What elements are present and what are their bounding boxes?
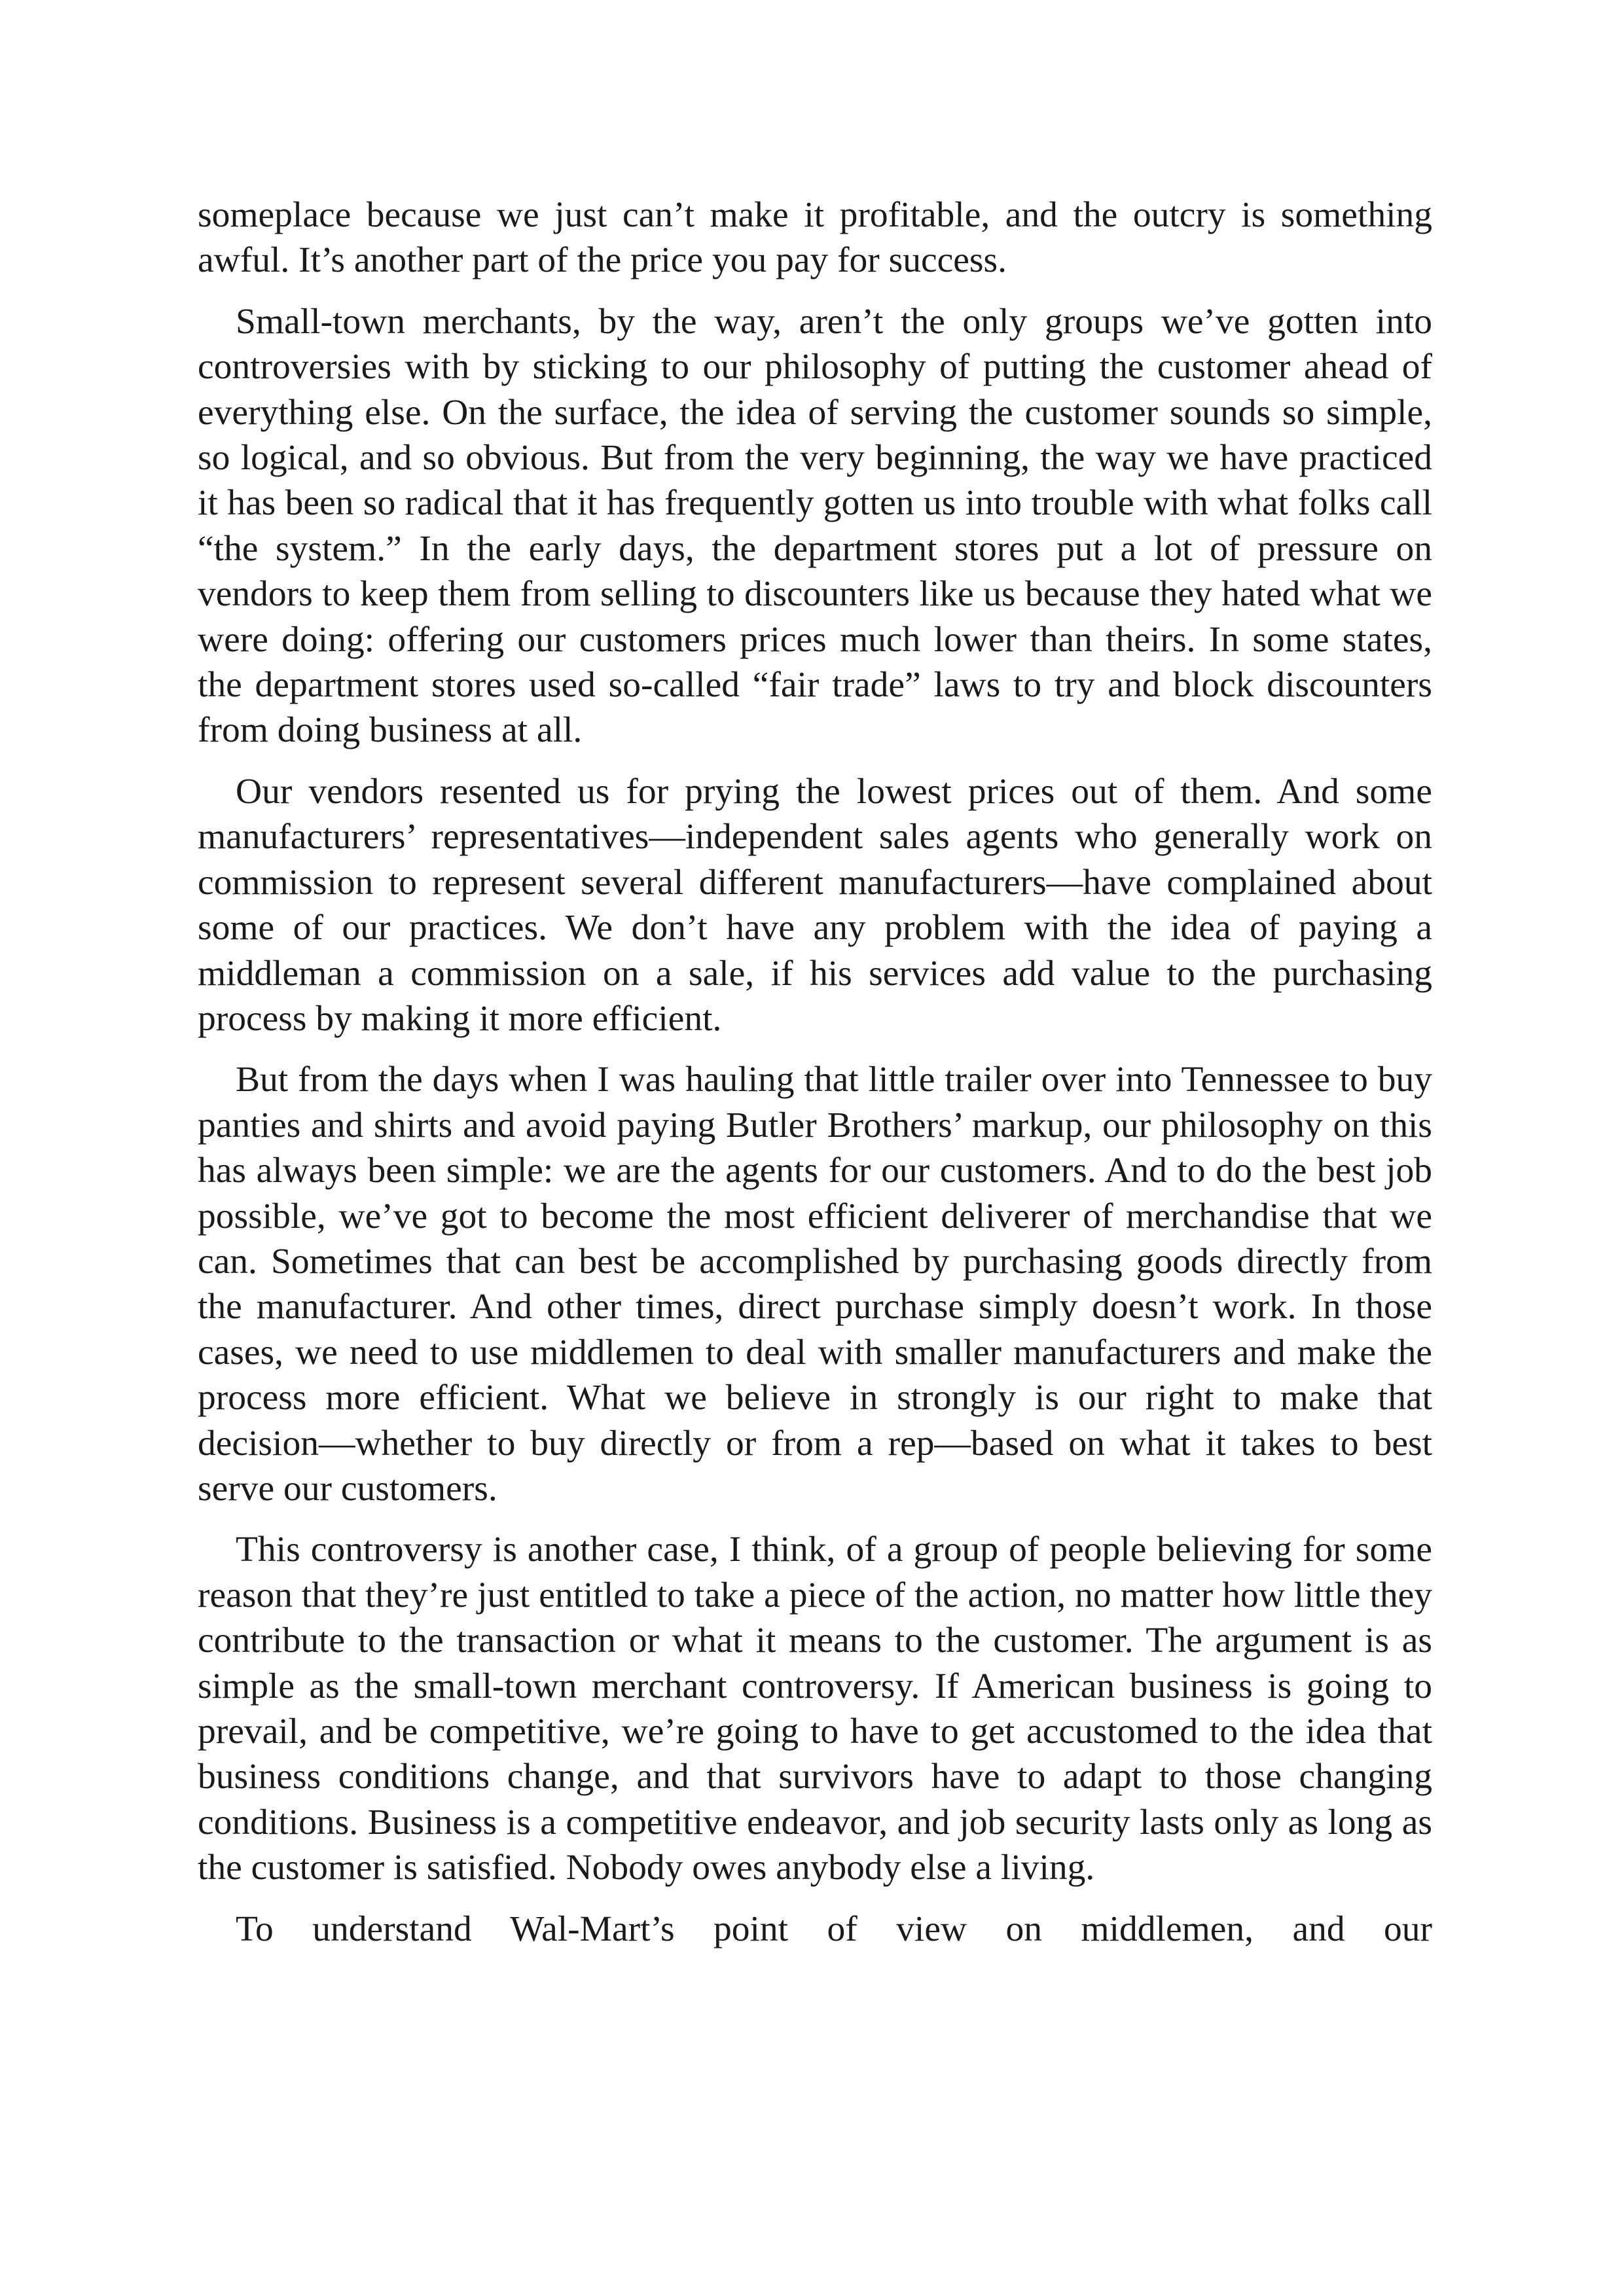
paragraph-2: Small-town merchants, by the way, aren’t the only groups we’ve gotten into controversies with by sticking to our philosophy of putting the customer ahead of everything else. On the surface, the idea of serving the customer sounds so simple, so logical, and so obvious. But from the very beginning, the way we have practiced it has been so radical that it has frequently gotten us into trouble with what folks call “the system.” In the early days, the department stores put a lot of pressure on vendors to keep them from selling to discounters like us because they hated what we were doing: offering our customers prices much lower than theirs. In some states, the department stores used so-called “fair trade” laws to try and block discounters from doing business at all. (198, 301, 1432, 751)
paragraph-1: someplace because we just can’t make it profitable, and the outcry is something awful. It’s another part of the price you pay for success. (198, 195, 1432, 281)
paragraph-3: Our vendors resented us for prying the lowest prices out of them. And some manufacturers’ representatives—independent sales agents who generally work on commission to represent several different manufacturers—have complained about some of our practices. We don’t have any problem with the idea of paying a middleman a commission on a sale, if his services add value to the purchasing process by making it more efficient. (198, 771, 1432, 1039)
paragraph-6: To understand Wal-Mart’s point of view on middlemen, and our (236, 1909, 1432, 1949)
paragraph-4: But from the days when I was hauling that little trailer over into Tennessee to buy panties and shirts and avoid paying Butler Brothers’ markup, our philosophy on this has always been simple: we are the agents for our customers. And to do the best job possible, we’ve got to become the most efficient deliverer of merchandise that we can. Sometimes that can best be accomplished by purchasing goods directly from the manufacturer. And other times, direct purchase simply doesn’t work. In those cases, we need to use middlemen to deal with smaller manufacturers and make the process more efficient. What we believe in strongly is our right to make that decision—whether to buy directly or from a rep—based on what it takes to best serve our customers. (198, 1060, 1432, 1509)
body-text (198, 192, 1432, 1967)
paragraph-5: This controversy is another case, I think, of a group of people believing for some reason that they’re just entitled to take a piece of the action, no matter how little they contribute to the transaction or what it means to the customer. The argument is as simple as the small-town merchant controversy. If American business is going to prevail, and be competitive, we’re going to have to get accustomed to the idea that business conditions change, and that survivors have to adapt to those changing conditions. Business is a competitive endeavor, and job security lasts only as long as the customer is satisfied. Nobody owes anybody else a living. (198, 1530, 1432, 1888)
